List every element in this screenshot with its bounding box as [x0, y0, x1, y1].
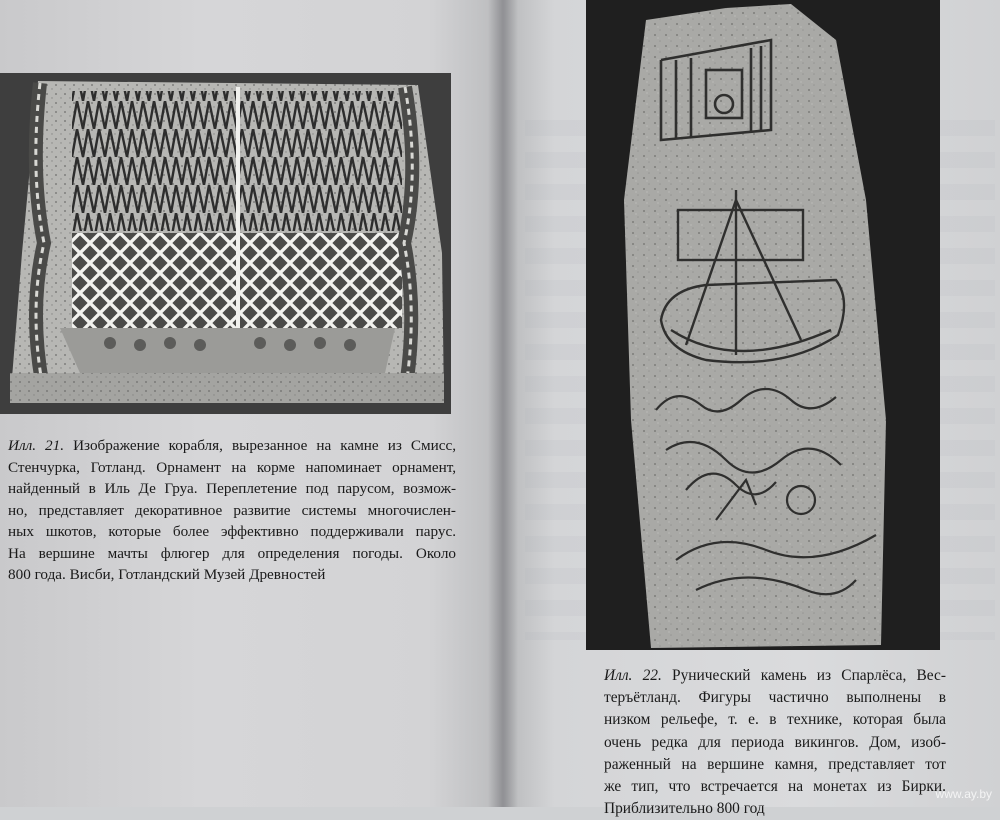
caption-line: На вершине мачты флюгер для определения погоды. Около — [8, 544, 456, 562]
caption-line: раженный на вершине камня, представляет тот — [604, 755, 946, 773]
ship-stone-photo — [0, 73, 451, 414]
runestone-photo — [586, 0, 940, 650]
caption-line: теръётланд. Фигуры частично выполнены в — [604, 689, 946, 707]
ship-stone-image — [0, 73, 451, 414]
caption-line: очень редка для периода викингов. Дом, изоб- — [604, 733, 946, 751]
caption-line: 800 года. Висби, Готландский Музей Древностей — [8, 566, 326, 583]
caption-illustration-22 — [604, 665, 946, 820]
book-gutter — [488, 0, 518, 807]
caption-line: Илл. 22. Рунический камень из Спарлёса, Вес- — [604, 667, 946, 684]
caption-line: но, представляет декоративное развитие системы многочислен- — [8, 501, 456, 519]
watermark: www.ay.by — [935, 787, 992, 801]
caption-line: Илл. 21. Изображение корабля, вырезанное на камне из Смисс, — [8, 437, 457, 454]
caption-line: Стенчурка, Готланд. Орнамент на корме напоминает орнамент, — [8, 458, 456, 476]
caption-number: Илл. 22. — [604, 667, 662, 684]
caption-line: же тип, что встречается на монетах из Бирки. — [604, 778, 946, 796]
caption-line: низком рельефе, т. е. в технике, которая была — [604, 711, 946, 729]
caption-line: ных шкотов, которые более эффективно поддерживали парус. — [8, 523, 456, 540]
caption-illustration-21 — [8, 435, 456, 586]
caption-line: найденный в Иль Де Груа. Переплетение под парусом, возмож- — [8, 480, 456, 497]
runestone-image — [586, 0, 940, 650]
caption-line: Приблизительно 800 год — [604, 800, 765, 818]
caption-number: Илл. 21. — [8, 437, 65, 454]
